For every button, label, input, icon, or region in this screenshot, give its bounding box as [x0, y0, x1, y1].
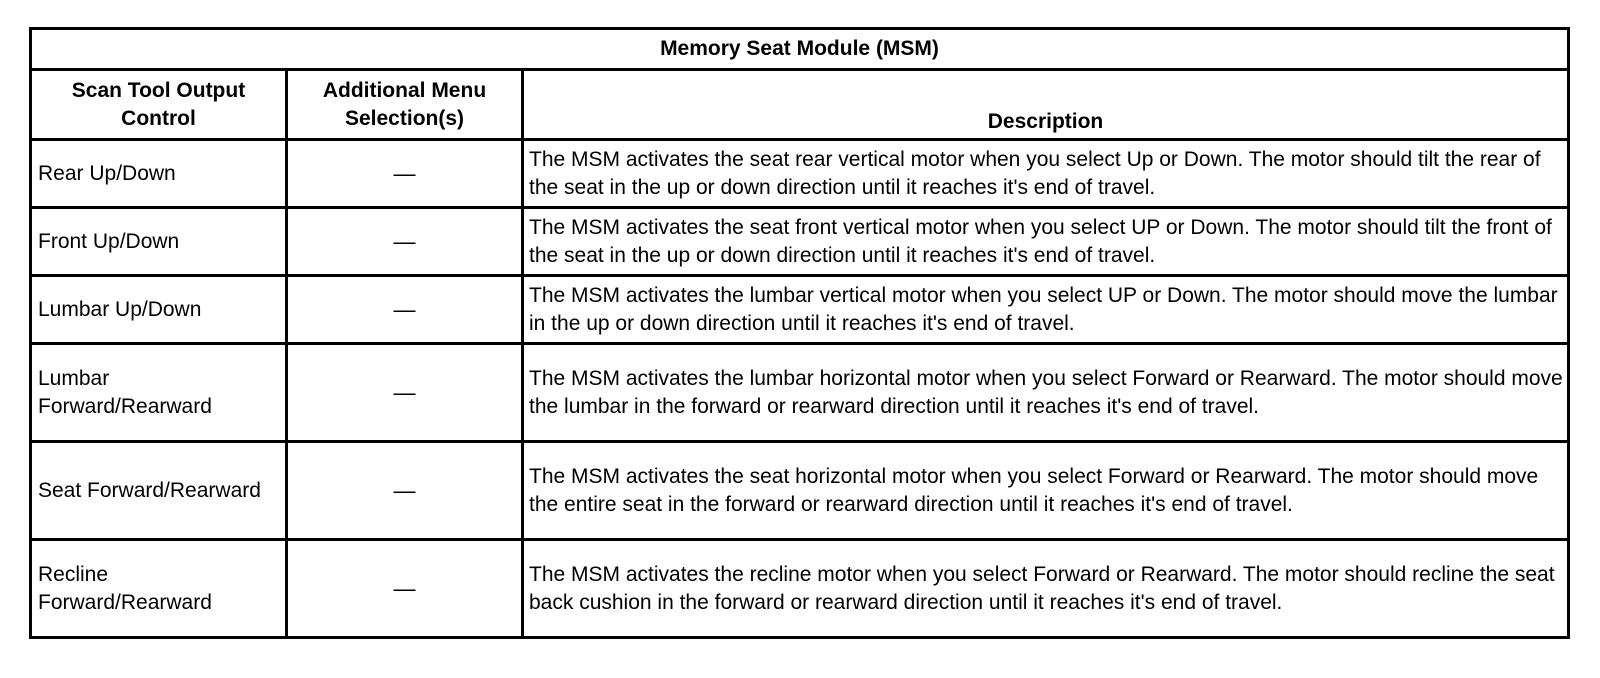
control-cell: Front Up/Down	[31, 208, 287, 276]
menu-selection-cell: —	[287, 276, 523, 344]
description-cell: The MSM activates the seat horizontal motor when you select Forward or Rearward. The motor should move the entire seat in the forward or rearward direction until it reaches it's end of travel.	[523, 442, 1569, 540]
control-cell: Lumbar Forward/Rearward	[31, 344, 287, 442]
table-row-rear-up-down	[31, 140, 1569, 208]
description-cell: The MSM activates the lumbar horizontal motor when you select Forward or Rearward. The motor should move the lumbar in the forward or rearward direction until it reaches it's end of travel.	[523, 344, 1569, 442]
description-cell: The MSM activates the seat rear vertical motor when you select Up or Down. The motor should tilt the rear of the seat in the up or down direction until it reaches it's end of travel.	[523, 140, 1569, 208]
header-additional-menu-selections: Additional Menu Selection(s)	[287, 70, 523, 140]
menu-selection-cell: —	[287, 344, 523, 442]
table-header-row	[31, 70, 1569, 140]
table-row-recline-forward-rearward	[31, 540, 1569, 638]
msm-output-control-table	[29, 27, 1570, 639]
header-description: Description	[523, 70, 1569, 140]
control-cell: Lumbar Up/Down	[31, 276, 287, 344]
control-cell: Seat Forward/Rearward	[31, 442, 287, 540]
description-cell: The MSM activates the recline motor when you select Forward or Rearward. The motor should recline the seat back cushion in the forward or rearward direction until it reaches it's end of travel.	[523, 540, 1569, 638]
header-scan-tool-output-control: Scan Tool Output Control	[31, 70, 287, 140]
table-title: Memory Seat Module (MSM)	[31, 29, 1569, 70]
table-row-lumbar-up-down	[31, 276, 1569, 344]
menu-selection-cell: —	[287, 208, 523, 276]
menu-selection-cell: —	[287, 140, 523, 208]
table-row-seat-forward-rearward	[31, 442, 1569, 540]
description-cell: The MSM activates the seat front vertical motor when you select UP or Down. The motor should tilt the front of the seat in the up or down direction until it reaches it's end of travel.	[523, 208, 1569, 276]
control-cell: Recline Forward/Rearward	[31, 540, 287, 638]
control-cell: Rear Up/Down	[31, 140, 287, 208]
description-cell: The MSM activates the lumbar vertical motor when you select UP or Down. The motor should move the lumbar in the up or down direction until it reaches it's end of travel.	[523, 276, 1569, 344]
table-title-row	[31, 29, 1569, 70]
table-row-front-up-down	[31, 208, 1569, 276]
menu-selection-cell: —	[287, 540, 523, 638]
menu-selection-cell: —	[287, 442, 523, 540]
table-row-lumbar-forward-rearward	[31, 344, 1569, 442]
